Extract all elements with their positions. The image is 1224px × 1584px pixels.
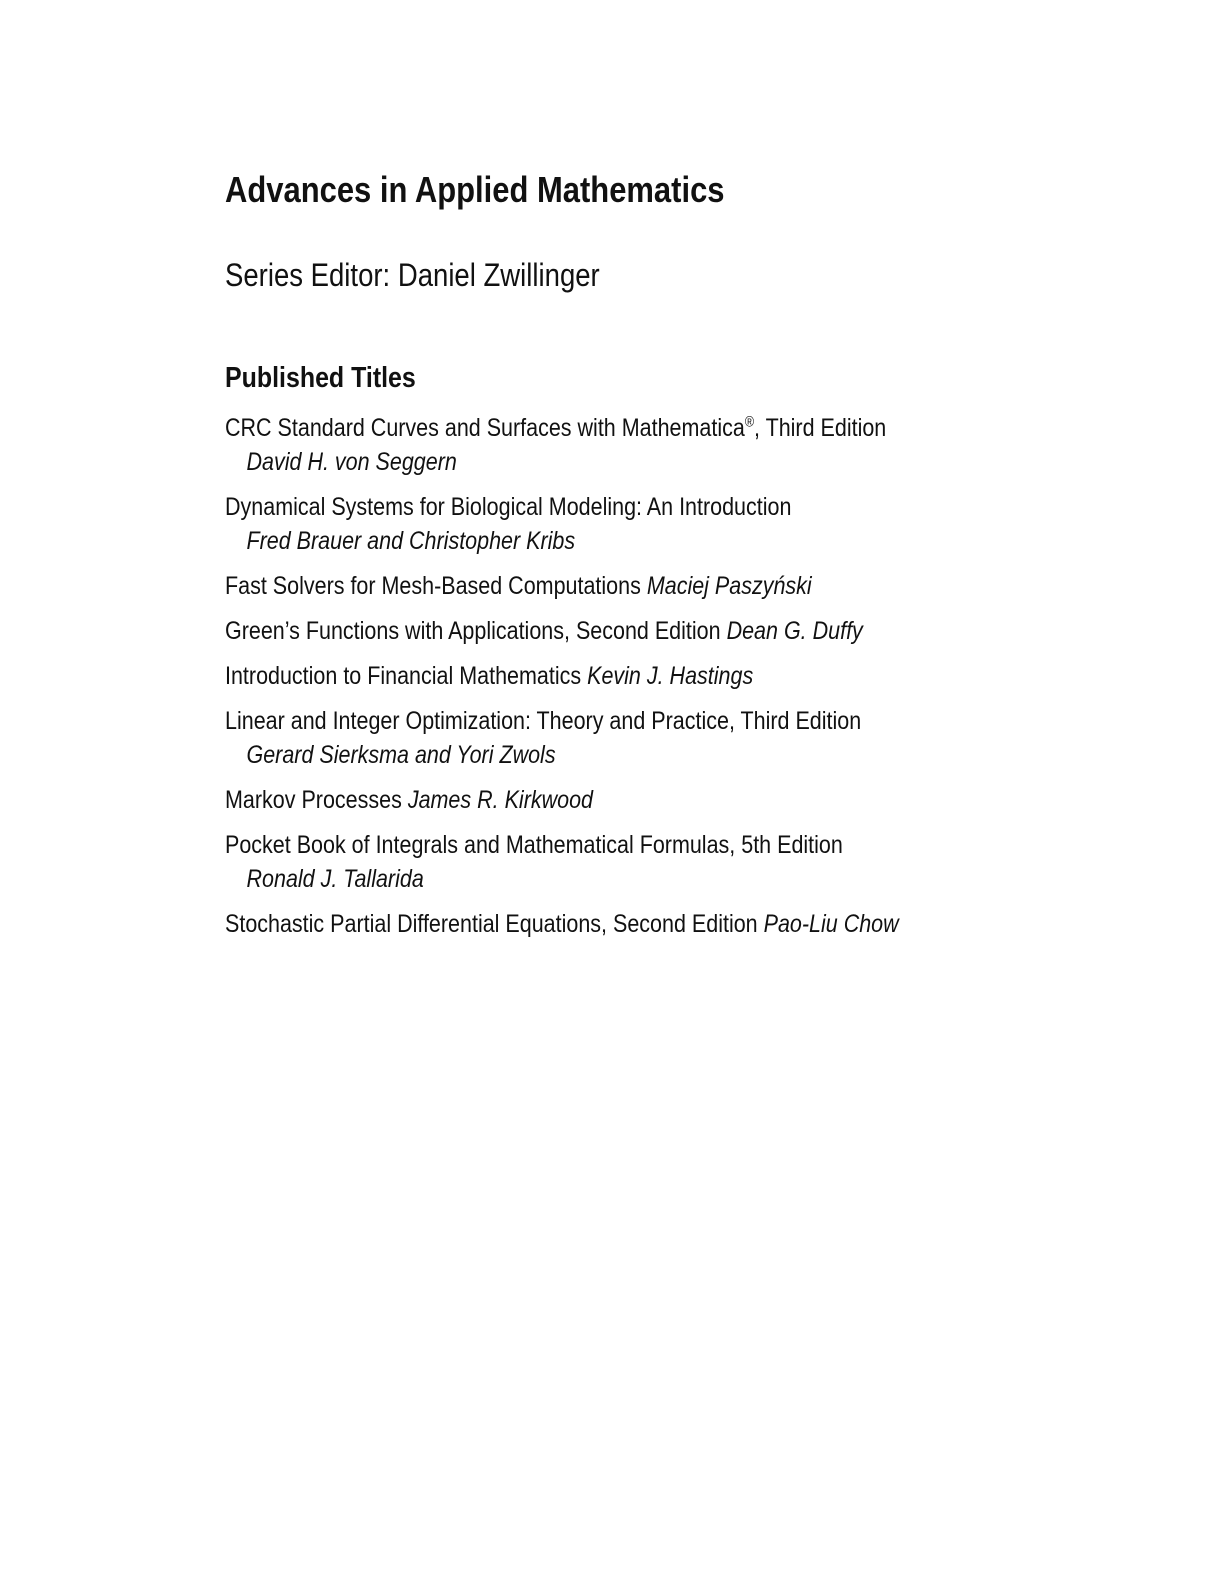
series-title: Advances in Applied Mathematics [225, 169, 725, 210]
book-author-line [225, 862, 1033, 896]
book-entry [225, 907, 1165, 941]
book-author-line [225, 524, 1033, 558]
published-titles-list [225, 411, 1165, 941]
registered-trademark-symbol: ® [744, 414, 755, 431]
book-entry [225, 490, 1165, 558]
book-entry [225, 704, 1165, 772]
book-title-line [225, 783, 1033, 817]
book-title-line [225, 704, 1033, 738]
book-title: Fast Solvers for Mesh-Based Computations [225, 572, 641, 600]
book-author: Fred Brauer and Christopher Kribs [246, 527, 576, 555]
series-editor-line: Series Editor: Daniel Zwillinger [225, 257, 600, 293]
book-author: Pao-Liu Chow [763, 910, 899, 938]
book-title-line [225, 659, 1033, 693]
book-title: Stochastic Partial Differential Equations, Second Edition [225, 910, 758, 938]
book-title: Markov Processes [225, 786, 402, 814]
book-entry [225, 659, 1165, 693]
book-entry [225, 828, 1165, 896]
book-author: Gerard Sierksma and Yori Zwols [246, 741, 556, 769]
book-entry [225, 411, 1165, 479]
book-entry [225, 569, 1165, 603]
published-titles-heading: Published Titles [225, 362, 416, 394]
book-author-line [225, 445, 1033, 479]
book-author: Kevin J. Hastings [587, 662, 754, 690]
book-title: Introduction to Financial Mathematics [225, 662, 582, 690]
book-author: Maciej Paszyński [646, 572, 812, 600]
book-author: Dean G. Duffy [726, 617, 863, 645]
book-title-line [225, 569, 1033, 603]
book-entry [225, 783, 1165, 817]
book-title-line [225, 907, 1033, 941]
book-author: Ronald J. Tallarida [246, 865, 424, 893]
book-title: CRC Standard Curves and Surfaces with Mathematica®, Third Edition [225, 414, 887, 442]
page-content [225, 169, 1165, 952]
book-title: Dynamical Systems for Biological Modeling: An Introduction [225, 493, 792, 521]
book-title-line [225, 411, 1033, 445]
book-title-line [225, 828, 1033, 862]
book-title-line [225, 490, 1033, 524]
book-author: James R. Kirkwood [407, 786, 594, 814]
book-title: Green’s Functions with Applications, Second Edition [225, 617, 721, 645]
book-title: Pocket Book of Integrals and Mathematical Formulas, 5th Edition [225, 831, 843, 859]
book-author-line [225, 738, 1033, 772]
book-entry [225, 614, 1165, 648]
book-author: David H. von Seggern [246, 448, 457, 476]
book-title-line [225, 614, 1033, 648]
book-title: Linear and Integer Optimization: Theory and Practice, Third Edition [225, 707, 862, 735]
